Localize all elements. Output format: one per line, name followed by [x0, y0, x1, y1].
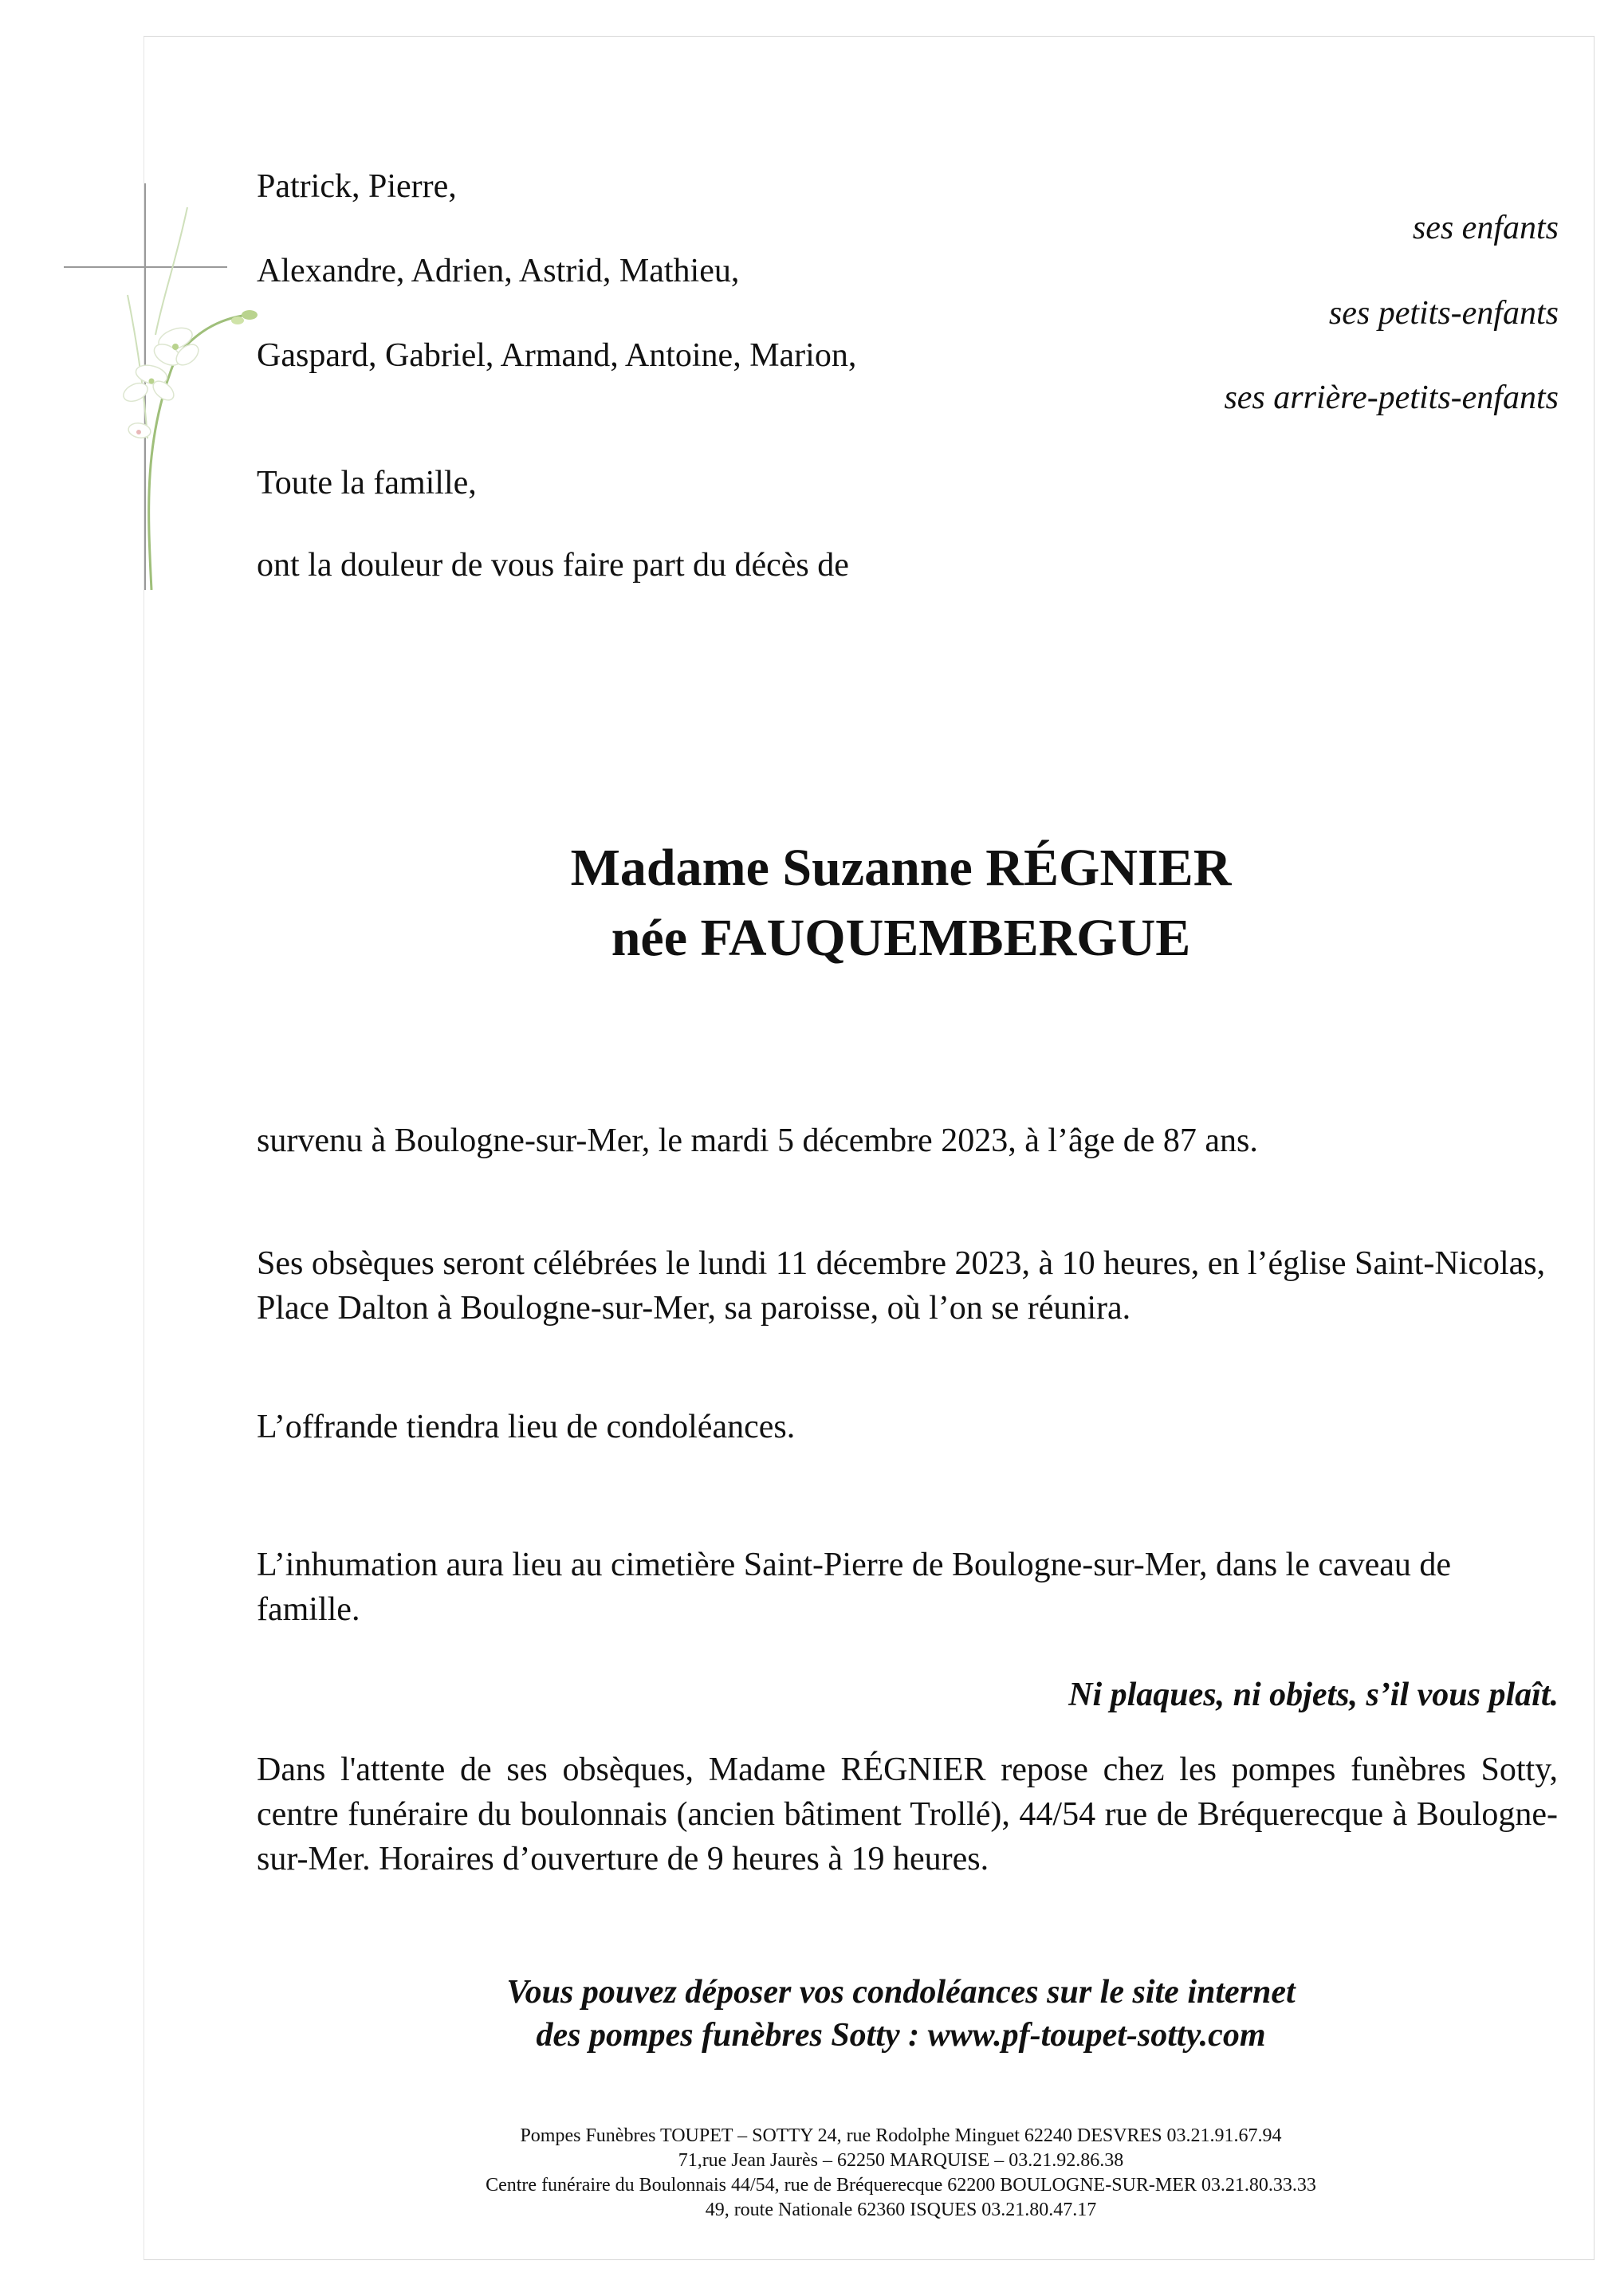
deceased-name: Madame Suzanne RÉGNIER	[570, 839, 1232, 897]
whole-family: Toute la famille,	[257, 465, 477, 501]
footer-line-4: 49, route Nationale 62360 ISQUES 03.21.80.47.17	[705, 2200, 1097, 2220]
great-grandchildren-role: ses arrière-petits-enfants	[1224, 379, 1559, 416]
grandchildren-role: ses petits-enfants	[1328, 295, 1559, 332]
offering-details: L’offrande tiendra lieu de condoléances.	[257, 1409, 796, 1445]
grandchildren-names: Alexandre, Adrien, Astrid, Mathieu,	[257, 253, 740, 289]
no-plaques-notice: Ni plaques, ni objets, s’il vous plaît.	[1068, 1677, 1559, 1713]
deceased-maiden-name: née FAUQUEMBERGUE	[611, 909, 1191, 967]
announcement: ont la douleur de vous faire part du décès de	[257, 547, 849, 584]
viewing-details: Dans l'attente de ses obsèques, Madame RÉGNIER repose chez les pompes funèbres Sotty, centre funéraire du boulonnais (ancien bâtiment Trollé), 44/54 rue de Bréquerecque à Boulogne-sur-Mer. Horaires d’ouverture de 9 heures à 19 heures.	[257, 1751, 1558, 1877]
funeral-details: Ses obsèques seront célébrées le lundi 11 décembre 2023, à 10 heures, en l’église Saint-Nicolas, Place Dalton à Boulogne-sur-Mer, sa paroisse, où l’on se réunira.	[257, 1245, 1546, 1327]
footer-line-3: Centre funéraire du Boulonnais 44/54, rue de Bréquerecque 62200 BOULOGNE-SUR-MER 03.21.80.33.33	[486, 2175, 1316, 2196]
condolences-line-2: des pompes funèbres Sotty : www.pf-toupet-sotty.com	[536, 2017, 1266, 2054]
footer-line-2: 71,rue Jean Jaurès – 62250 MARQUISE – 03.21.92.86.38	[678, 2150, 1124, 2171]
condolences-line-1: Vous pouvez déposer vos condoléances sur le site internet	[506, 1974, 1296, 2011]
children-names: Patrick, Pierre,	[257, 168, 457, 205]
death-details: survenu à Boulogne-sur-Mer, le mardi 5 décembre 2023, à l’âge de 87 ans.	[257, 1122, 1258, 1159]
footer-line-1: Pompes Funèbres TOUPET – SOTTY 24, rue Rodolphe Minguet 62240 DESVRES 03.21.91.67.94	[520, 2125, 1282, 2146]
great-grandchildren-names: Gaspard, Gabriel, Armand, Antoine, Marion,	[257, 337, 857, 374]
burial-details: L’inhumation aura lieu au cimetière Saint-Pierre de Boulogne-sur-Mer, dans le caveau de famille.	[257, 1547, 1452, 1628]
children-role: ses enfants	[1412, 210, 1559, 246]
cross-with-orchid-icon	[56, 175, 295, 598]
